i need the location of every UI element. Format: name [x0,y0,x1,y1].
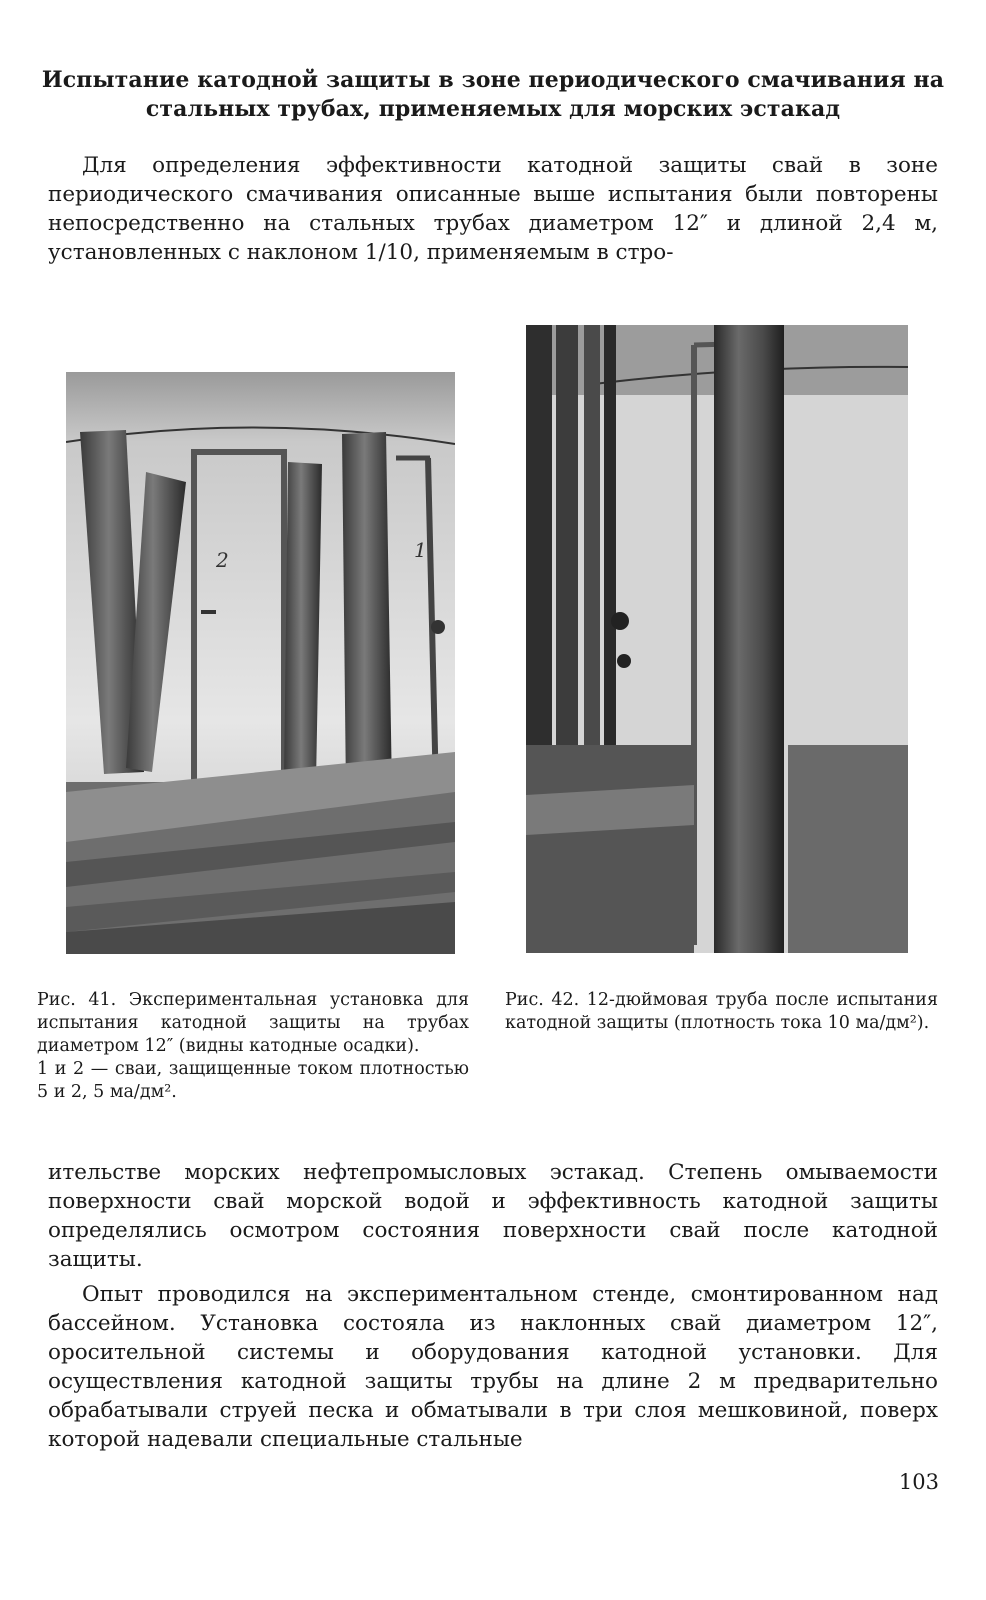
experimental-setup-photo [66,372,455,954]
figure-41-caption-main: Рис. 41. Экспериментальная установка для испытания катодной защиты на трубах диаметром 12″ (видны катодные осадки). [37,990,469,1056]
section-title: Испытание катодной защиты в зоне периодического смачивания на стальных трубах, применяемых для морских эстакад [41,67,945,122]
figure-41-caption [37,989,469,1104]
paragraph-continuation: ительстве морских нефтепромысловых эстакад. Степень омываемости поверхности свай морской водой и эффективность катодной защиты определялись осмотром состояния поверхности свай после катодной защиты. [48,1160,938,1272]
figure-41-photo [66,372,455,954]
pile-label-1: 1 [414,538,427,562]
figure-42-photo [526,325,908,953]
pile-label-2: 2 [216,548,229,572]
page-number: 103 [898,1470,939,1494]
figure-42-caption: Рис. 42. 12-дюймовая труба после испытания катодной защиты (плотность тока 10 ма/дм²). [505,990,938,1033]
paragraph-intro: Для определения эффективности катодной защиты свай в зоне периодического смачивания описанные выше испытания были повторены непосредственно на стальных трубах диаметром 12″ и длиной 2,4 м, установленных с наклоном 1/10, применяемым в стро- [48,153,938,265]
figure-41-caption-legend: 1 и 2 — сваи, защищенные током плотностью 5 и 2, 5 ма/дм². [37,1059,469,1102]
paragraph-experiment: Опыт проводился на экспериментальном стенде, смонтированном над бассейном. Установка состояла из наклонных свай диаметром 12″, оросительной системы и оборудования катодной установки. Для осуществления катодной защиты трубы на длине 2 м предварительно обрабатывали струей песка и обматывали в три слоя мешковиной, поверх которой надевали специальные стальные [48,1282,938,1452]
pipe-after-test-photo [526,325,908,953]
